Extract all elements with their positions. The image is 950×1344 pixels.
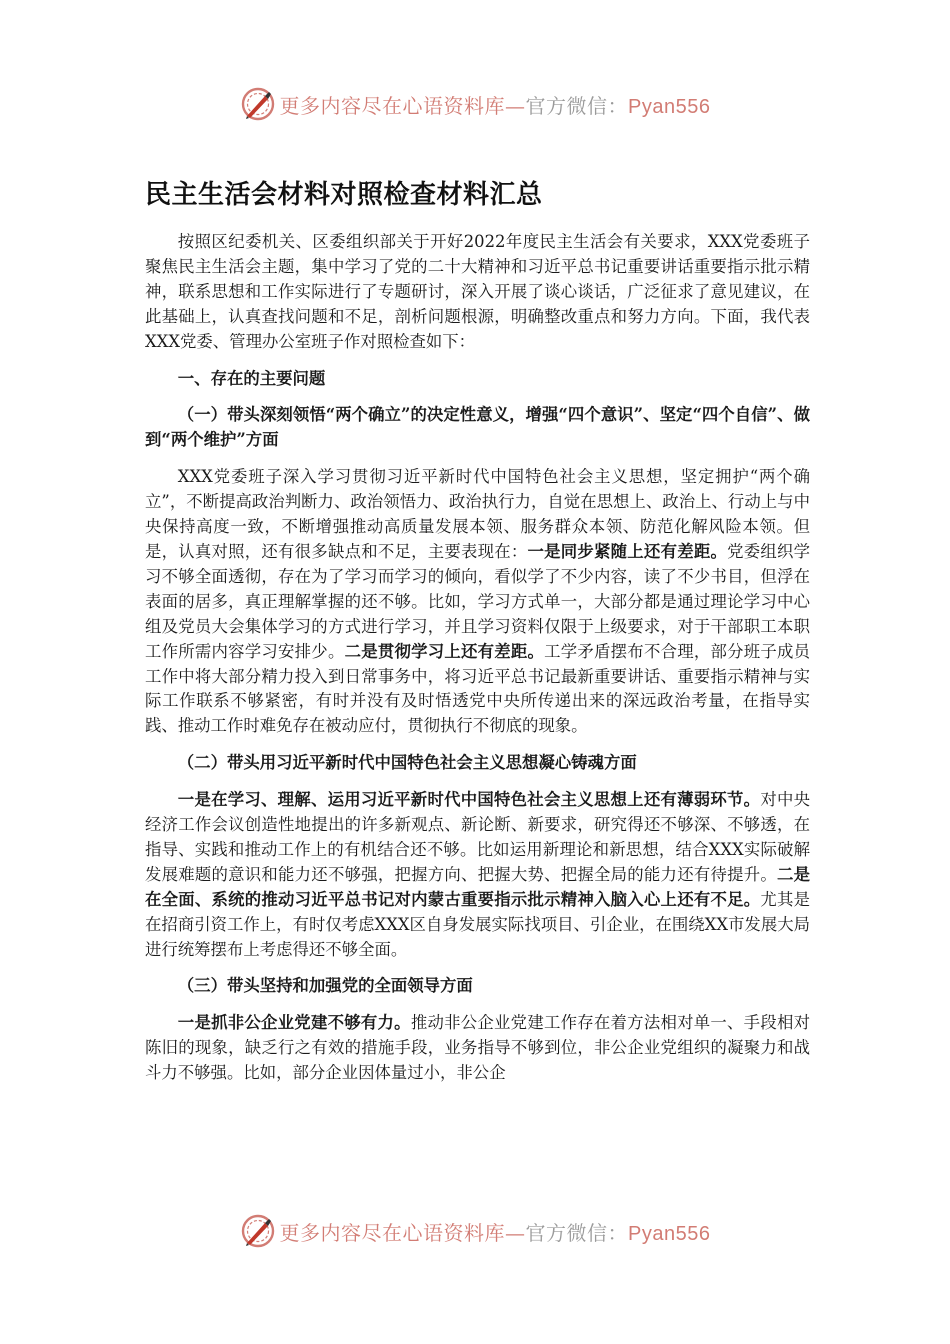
document-body: [145, 172, 810, 1086]
subsection-heading-1: （一）带头深刻领悟“两个确立”的决定性意义，增强“四个意识”、坚定“四个自信”、做到“两个维护”方面: [145, 405, 810, 450]
banner-text: [280, 90, 711, 119]
document-title: 民主生活会材料对照检查材料汇总: [145, 180, 543, 210]
paragraph-text: XXX党委班子深入学习贯彻习近平新时代中国特色社会主义思想，坚定拥护“两个确立”，不断提高政治判断力、政治领悟力、政治执行力，自觉在思想上、政治上、行动上与中央保持高度一致，不断增强推动高质量发展本领、服务群众本领、防范化解风险本领。但是，认真对照，还有很多缺点和不足，主要表现在：: [145, 467, 810, 561]
paragraph-text: 尤其是在招商引资工作上，有时仅考虑XXX区自身发展实际找项目、引企业，在围绕XX市发展大局进行统筹摆布上考虑得还不够全面。: [145, 889, 811, 959]
banner-wechat-id: Pyan556: [628, 95, 711, 118]
paragraph-text: 对中央经济工作会议创造性地提出的许多新观点、新论断、新要求，研究得还不够深、不够透，在指导、实践和推动工作上的有机结合还不够。比如运用新理论和新思想，结合XXX实际破解发展难题的意识和能力还不够强，把握方向、把握大势、把握全局的能力还有待提升。: [145, 790, 811, 884]
pen-logo-icon: [240, 1213, 276, 1249]
banner-wechat-label: 官方微信：: [525, 1220, 629, 1245]
subsection-2-paragraph: [145, 788, 810, 962]
paragraph-text: 推动非公企业党建工作存在着方法相对单一、手段相对陈旧的现象，缺乏行之有效的措施手段，业务指导不够到位，非公企业党组织的凝聚力和战斗力不够强。比如，部分企业因体量过小，非公企: [145, 1013, 811, 1083]
subsection-heading-2: （二）带头用习近平新时代中国特色社会主义思想凝心铸魂方面: [177, 753, 637, 773]
header-banner: [0, 82, 950, 126]
banner-separator: —: [505, 1220, 526, 1245]
bold-point: 二是贯彻学习上还有差距。: [344, 641, 545, 661]
subsection-1-paragraph: [145, 465, 810, 739]
subsection-heading-3: （三）带头坚持和加强党的全面领导方面: [177, 976, 473, 996]
bold-point: 一是同步紧随上还有差距。: [527, 541, 728, 561]
section-heading-1: 一、存在的主要问题: [177, 368, 326, 388]
pen-logo-icon: [240, 86, 276, 122]
footer-banner: [0, 1209, 950, 1253]
bold-point: 一是在学习、理解、运用习近平新时代中国特色社会主义思想上还有薄弱环节。: [177, 790, 761, 810]
intro-paragraph: 按照区纪委机关、区委组织部关于开好2022年度民主生活会有关要求，XXX党委班子聚焦民主生活会主题，集中学习了党的二十大精神和习近平总书记重要讲话重要指示批示精神，联系思想和工作实际进行了专题研讨，深入开展了谈心谈话，广泛征求了意见建议，在此基础上，认真查找问题和不足，剖析问题根源，明确整改重点和努力方向。下面，我代表XXX党委、管理办公室班子作对照检查如下：: [145, 232, 810, 351]
banner-main-text: 更多内容尽在心语资料库: [279, 93, 506, 118]
subsection-3-paragraph: [145, 1011, 810, 1086]
paragraph-text: 工学矛盾摆布不合理，部分班子成员工作中将大部分精力投入到日常事务中，将习近平总书记最新重要讲话、重要指示精神与实际工作联系不够紧密，有时并没有及时悟透党中央所传递出来的深远政治考量，在指导实践、推动工作时难免存在被动应付，贯彻执行不彻底的现象。: [145, 641, 811, 736]
banner-text: [280, 1217, 711, 1246]
banner-main-text: 更多内容尽在心语资料库: [279, 1220, 506, 1245]
banner-wechat-label: 官方微信：: [525, 93, 629, 118]
banner-wechat-id: Pyan556: [628, 1222, 711, 1245]
paragraph-text: 党委组织学习不够全面透彻，存在为了学习而学习的倾向，看似学了不少内容，读了不少书目，但浮在表面的居多，真正理解掌握的还不够。比如，学习方式单一，大部分都是通过理论学习中心组及党员大会集体学习的方式进行学习，并且学习资料仅限于上级要求，对于干部职工本职工作所需内容学习安排少。: [145, 541, 811, 661]
bold-point: 一是抓非公企业党建不够有力。: [177, 1013, 411, 1033]
banner-separator: —: [505, 93, 526, 118]
bold-point: 二是在全面、系统的推动习近平总书记对内蒙古重要指示批示精神入脑入心上还有不足。: [145, 864, 811, 909]
